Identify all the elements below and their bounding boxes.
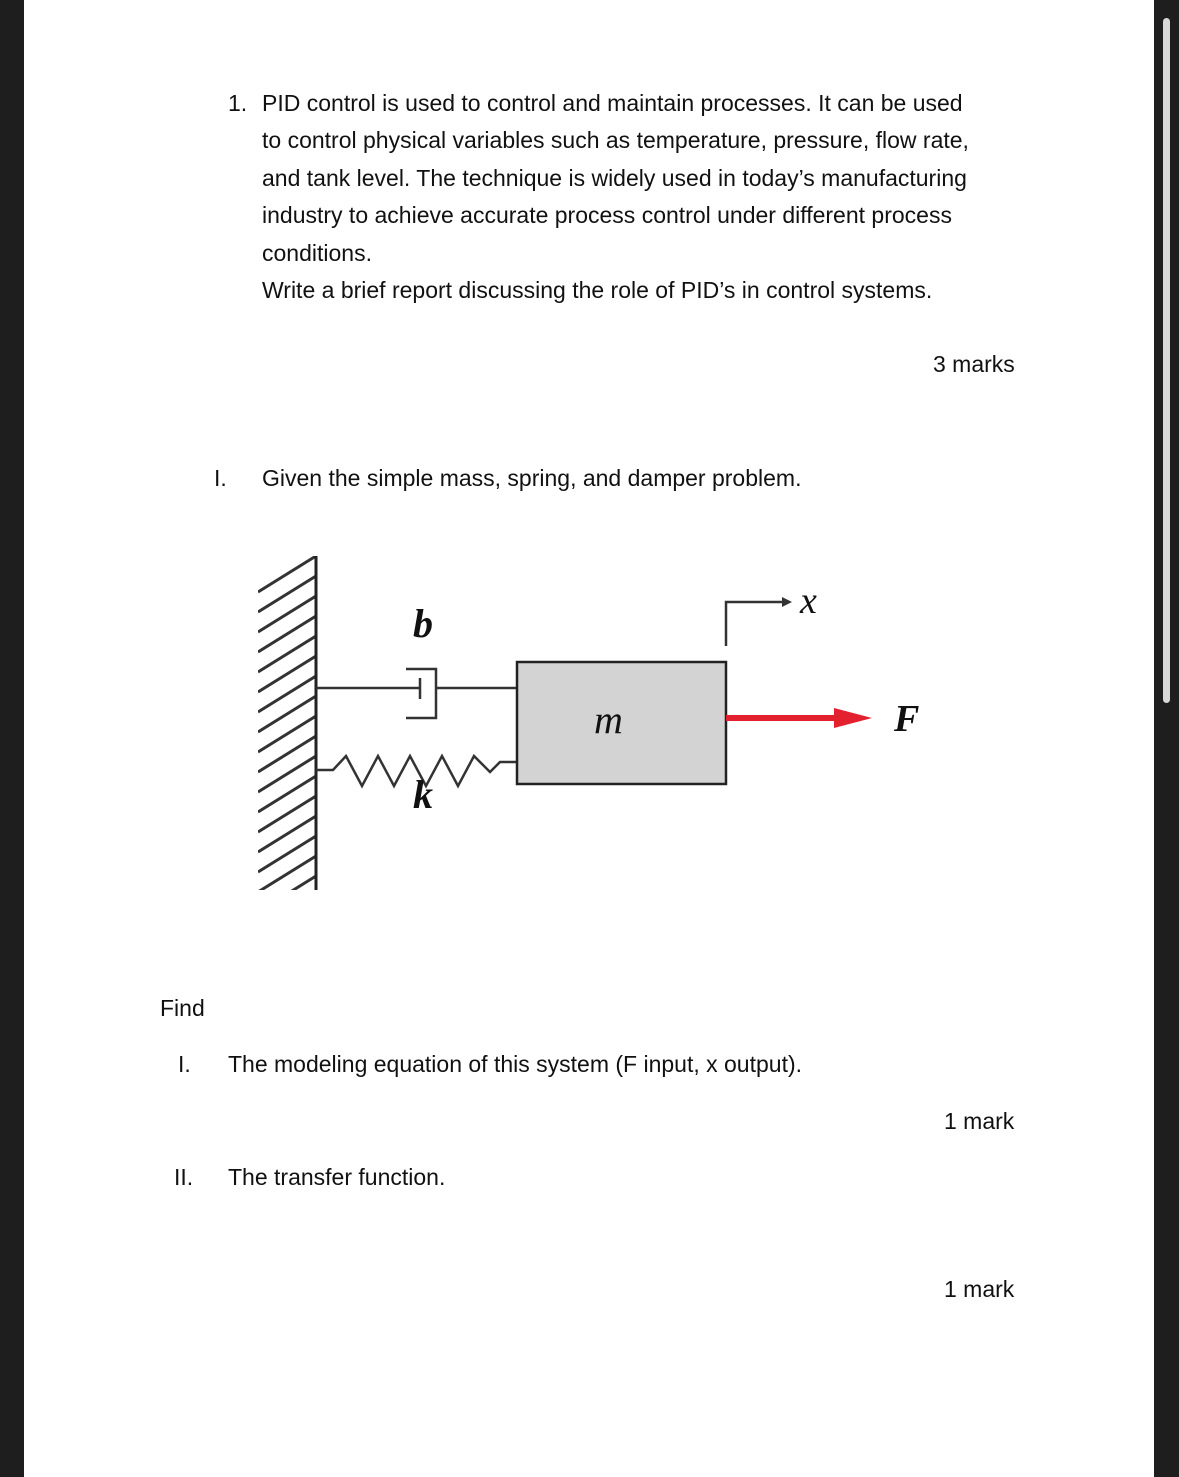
displacement-arrow [726, 602, 782, 646]
wall-hatching [258, 556, 316, 932]
find-item-numeral: I. [178, 1051, 191, 1077]
question-line: conditions. [262, 239, 372, 266]
displacement-arrowhead [782, 597, 792, 607]
marks-label: 1 mark [944, 1276, 1015, 1302]
displacement-label: x [800, 580, 817, 622]
force-arrowhead [834, 708, 872, 728]
question-line: PID control is used to control and maintain processes. It can be used [262, 90, 963, 116]
question-line: Write a brief report discussing the role of PID’s in control systems. [262, 277, 933, 304]
find-heading: Find [160, 995, 205, 1021]
find-item-numeral: II. [174, 1164, 194, 1190]
subquestion-text: Given the simple mass, spring, and damper problem. [262, 465, 802, 491]
question-number: 1. [228, 90, 248, 116]
question-line: to control physical variables such as temperature, pressure, flow rate, [262, 127, 969, 154]
find-item-text: The modeling equation of this system (F input, x output). [228, 1051, 803, 1077]
mass-label: m [594, 697, 623, 742]
force-label: F [894, 698, 920, 740]
question-line: industry to achieve accurate process control under different process [262, 202, 952, 229]
question-line: and tank level. The technique is widely used in today’s manufacturing [262, 164, 967, 191]
marks-label: 3 marks [933, 351, 1015, 377]
subquestion-numeral: I. [214, 465, 227, 491]
damper [316, 669, 517, 718]
damper-label: b [413, 601, 433, 646]
find-item-text: The transfer function. [228, 1164, 446, 1190]
spring-label: k [413, 772, 433, 817]
marks-label: 1 mark [944, 1108, 1015, 1134]
